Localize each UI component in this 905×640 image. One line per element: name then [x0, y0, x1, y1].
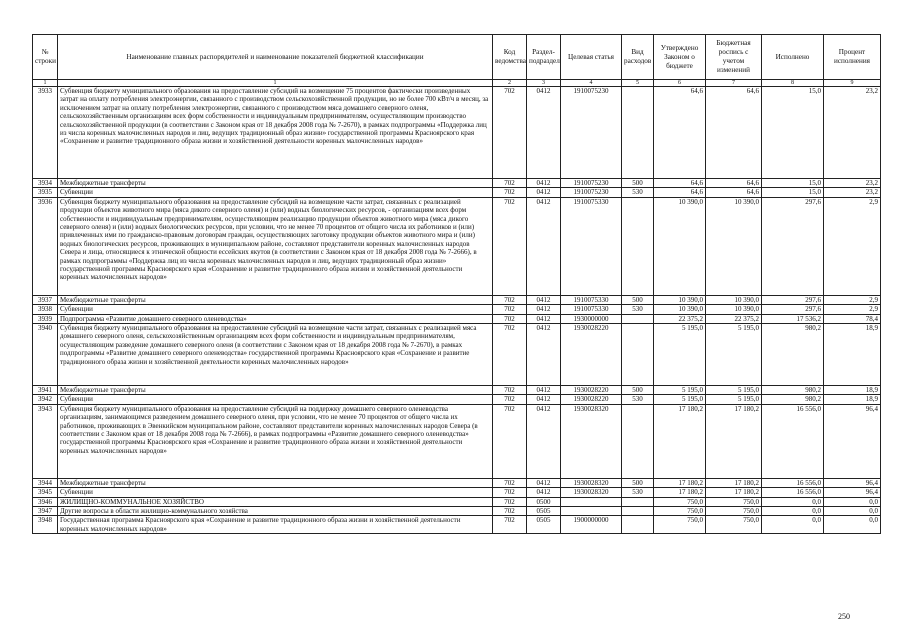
header-row-number: № строки	[33, 35, 58, 80]
row-number: 3946	[33, 497, 58, 506]
row-target: 1930028320	[561, 404, 622, 478]
row-executed: 15,0	[762, 188, 824, 197]
row-vr: 500	[622, 179, 654, 188]
row-percent: 96,4	[824, 404, 881, 478]
row-name: Субвенция бюджету муниципального образования на предоставление субсидий на возмещение части затрат, связанных с реализацией продукции объектов животного мира (мяса дикого северного оленя) и (или) водных биологических ресурсов, - организациям всех форм собственности и индивидуальным предпринимателям, осуществляющим реализацию продукции объектов животного мира (мяса дикого северного оленя) и (или) водных биологических ресурсов, при условии, что не менее 70 процентов от общего числа их работников и (или) привлеченных ими по гражданско-правовым договорам граждан, осуществляющих заготовку продукции объектов животного мира и (или) водных биологических ресурсов, проживающих в муниципальном районе, составляют представители коренных малочисленных народов Севера и лица, относящиеся к этнической общности ессейских якутов (в соответствии с Законом края от 18 декабря 2008 года № 7-2666), в рамках подпрограммы «Поддержка лиц из числа коренных малочисленных народов и лиц, ведущих традиционный образ жизни» государственной программы Красноярского края «Сохранение и развитие традиционного образа жизни и хозяйственной деятельности коренных малочисленных народов»	[58, 197, 493, 295]
row-name: Межбюджетные трансферты	[58, 295, 493, 304]
row-budget-list: 10 390,0	[706, 197, 762, 295]
column-number: 5	[622, 80, 654, 87]
row-budget-list: 22 375,2	[706, 314, 762, 323]
row-approved: 17 180,2	[654, 404, 706, 478]
row-target: 1910075330	[561, 197, 622, 295]
table-row	[33, 478, 881, 487]
column-number: 1	[58, 80, 493, 87]
row-number: 3935	[33, 188, 58, 197]
budget-table	[32, 34, 881, 534]
row-percent: 96,4	[824, 478, 881, 487]
row-approved: 750,0	[654, 497, 706, 506]
row-razdel: 0412	[527, 324, 561, 386]
row-target: 1930000000	[561, 314, 622, 323]
row-executed: 297,6	[762, 295, 824, 304]
row-target: 1910075230	[561, 188, 622, 197]
row-target: 1930028220	[561, 386, 622, 395]
row-vr: 530	[622, 395, 654, 404]
row-budget-list: 64,6	[706, 87, 762, 179]
row-budget-list: 17 180,2	[706, 478, 762, 487]
column-number: 7	[706, 80, 762, 87]
row-razdel: 0500	[527, 497, 561, 506]
page-number: 250	[838, 612, 850, 621]
row-budget-list: 10 390,0	[706, 305, 762, 314]
row-number: 3941	[33, 386, 58, 395]
row-target: 1910075330	[561, 305, 622, 314]
row-executed: 297,6	[762, 197, 824, 295]
column-number-row	[33, 80, 881, 87]
row-executed: 0,0	[762, 497, 824, 506]
row-ved: 702	[493, 404, 527, 478]
row-name: Другие вопросы в области жилищно-коммунального хозяйства	[58, 507, 493, 516]
row-razdel: 0412	[527, 386, 561, 395]
row-vr	[622, 507, 654, 516]
table-row	[33, 395, 881, 404]
row-percent: 78,4	[824, 314, 881, 323]
row-razdel: 0412	[527, 305, 561, 314]
row-name: Субвенция бюджету муниципального образования на предоставление субсидий на поддержку домашнего северного оленеводства организациям, занимающимся разведением домашнего северного оленя, при условии, что не менее 70 процентов от общего числа их работников, проживающих в Эвенкийском муниципальном районе, составляют представители коренных малочисленных народов Севера (в соответствии с Законом края от 18 декабря 2008 года № 7-2666), в рамках подпрограммы «Развитие домашнего северного оленеводства» государственной программы Красноярского края «Сохранение и развитие традиционного образа жизни и хозяйственной деятельности коренных малочисленных народов»	[58, 404, 493, 478]
row-budget-list: 64,6	[706, 179, 762, 188]
row-approved: 64,6	[654, 188, 706, 197]
row-name: Межбюджетные трансферты	[58, 386, 493, 395]
row-target: 1930028220	[561, 324, 622, 386]
row-executed: 16 556,0	[762, 488, 824, 497]
row-number: 3945	[33, 488, 58, 497]
row-approved: 5 195,0	[654, 395, 706, 404]
row-percent: 2,9	[824, 295, 881, 304]
column-number: 9	[824, 80, 881, 87]
table-row	[33, 188, 881, 197]
row-number: 3943	[33, 404, 58, 478]
row-target: 1930028320	[561, 478, 622, 487]
row-percent: 96,4	[824, 488, 881, 497]
row-budget-list: 750,0	[706, 516, 762, 534]
row-executed: 980,2	[762, 386, 824, 395]
row-number: 3934	[33, 179, 58, 188]
row-name: Субвенции	[58, 188, 493, 197]
table-row	[33, 179, 881, 188]
row-ved: 702	[493, 197, 527, 295]
row-number: 3940	[33, 324, 58, 386]
table-row	[33, 314, 881, 323]
row-approved: 750,0	[654, 516, 706, 534]
row-percent: 18,9	[824, 395, 881, 404]
row-vr: 530	[622, 305, 654, 314]
table-row	[33, 404, 881, 478]
column-number: 6	[654, 80, 706, 87]
row-budget-list: 17 180,2	[706, 404, 762, 478]
row-budget-list: 750,0	[706, 507, 762, 516]
header-vr: Вид расходов	[622, 35, 654, 80]
row-target	[561, 497, 622, 506]
header-approved: Утверждено Законом о бюджете	[654, 35, 706, 80]
row-budget-list: 5 195,0	[706, 324, 762, 386]
row-ved: 702	[493, 314, 527, 323]
row-razdel: 0505	[527, 516, 561, 534]
row-name: Государственная программа Красноярского края «Сохранение и развитие традиционного образа жизни и хозяйственной деятельности коренных малочисленных народов»	[58, 516, 493, 534]
row-ved: 702	[493, 497, 527, 506]
row-executed: 980,2	[762, 324, 824, 386]
row-ved: 702	[493, 295, 527, 304]
table-row	[33, 497, 881, 506]
row-ved: 702	[493, 188, 527, 197]
table-row	[33, 488, 881, 497]
row-target: 1930028220	[561, 395, 622, 404]
row-target	[561, 507, 622, 516]
row-razdel: 0412	[527, 197, 561, 295]
row-target: 1910075330	[561, 295, 622, 304]
row-ved: 702	[493, 87, 527, 179]
row-budget-list: 17 180,2	[706, 488, 762, 497]
row-executed: 16 556,0	[762, 404, 824, 478]
row-number: 3948	[33, 516, 58, 534]
row-approved: 5 195,0	[654, 386, 706, 395]
row-razdel: 0412	[527, 179, 561, 188]
row-razdel: 0412	[527, 395, 561, 404]
row-number: 3937	[33, 295, 58, 304]
row-ved: 702	[493, 305, 527, 314]
row-budget-list: 750,0	[706, 497, 762, 506]
row-vr	[622, 404, 654, 478]
row-approved: 64,6	[654, 87, 706, 179]
row-name: Субвенции	[58, 395, 493, 404]
row-percent: 23,2	[824, 179, 881, 188]
row-vr	[622, 516, 654, 534]
row-executed: 15,0	[762, 179, 824, 188]
row-vr	[622, 497, 654, 506]
row-ved: 702	[493, 324, 527, 386]
table-row	[33, 197, 881, 295]
header-target: Целевая статья	[561, 35, 622, 80]
row-name: Межбюджетные трансферты	[58, 478, 493, 487]
column-number: 4	[561, 80, 622, 87]
row-approved: 5 195,0	[654, 324, 706, 386]
row-executed: 0,0	[762, 507, 824, 516]
row-razdel: 0505	[527, 507, 561, 516]
row-number: 3938	[33, 305, 58, 314]
column-number: 1	[33, 80, 58, 87]
row-vr: 530	[622, 188, 654, 197]
row-ved: 702	[493, 488, 527, 497]
row-name: ЖИЛИЩНО-КОММУНАЛЬНОЕ ХОЗЯЙСТВО	[58, 497, 493, 506]
table-row	[33, 324, 881, 386]
row-approved: 64,6	[654, 179, 706, 188]
row-name: Субвенция бюджету муниципального образования на предоставление субсидий на возмещение 75 процентов фактически произведенных затрат на оплату потребления электроэнергии, связанного с производством сельскохозяйственной продукции, но не более 700 кВт/ч в месяц, за исключением затрат на оплату потребления электроэнергии, связанного с производством мяса домашнего северного оленя, сельскохозяйственным организациям всех форм собственности и индивидуальным предпринимателям, осуществляющим производство сельскохозяйственной продукции (в соответствии с Законом края от 18 декабря 2008 года № 7-2670), в рамках подпрограммы «Поддержка лиц из числа коренных малочисленных народов и лиц, ведущих традиционный образ жизни» государственной программы Красноярского края «Сохранение и развитие традиционного образа жизни и хозяйственной деятельности коренных малочисленных народов»	[58, 87, 493, 179]
row-vr	[622, 314, 654, 323]
row-percent: 23,2	[824, 188, 881, 197]
row-vr: 500	[622, 386, 654, 395]
row-percent: 23,2	[824, 87, 881, 179]
row-name: Межбюджетные трансферты	[58, 179, 493, 188]
row-number: 3933	[33, 87, 58, 179]
row-ved: 702	[493, 516, 527, 534]
header-budget-list: Бюджетная роспись с учетом изменений	[706, 35, 762, 80]
row-budget-list: 5 195,0	[706, 395, 762, 404]
table-header-row	[33, 35, 881, 80]
row-executed: 0,0	[762, 516, 824, 534]
header-percent: Процент исполнения	[824, 35, 881, 80]
row-ved: 702	[493, 507, 527, 516]
row-name: Субвенции	[58, 305, 493, 314]
row-executed: 297,6	[762, 305, 824, 314]
row-razdel: 0412	[527, 314, 561, 323]
row-vr: 530	[622, 488, 654, 497]
header-razdel: Раздел-подраздел	[527, 35, 561, 80]
row-razdel: 0412	[527, 488, 561, 497]
row-approved: 10 390,0	[654, 305, 706, 314]
table-row	[33, 305, 881, 314]
row-approved: 750,0	[654, 507, 706, 516]
row-approved: 17 180,2	[654, 488, 706, 497]
row-name: Подпрограмма «Развитие домашнего северного оленеводства»	[58, 314, 493, 323]
row-razdel: 0412	[527, 295, 561, 304]
row-vr: 500	[622, 295, 654, 304]
row-ved: 702	[493, 478, 527, 487]
row-percent: 0,0	[824, 497, 881, 506]
row-percent: 2,9	[824, 197, 881, 295]
row-executed: 15,0	[762, 87, 824, 179]
row-budget-list: 64,6	[706, 188, 762, 197]
table-row	[33, 87, 881, 179]
row-razdel: 0412	[527, 188, 561, 197]
row-vr: 500	[622, 478, 654, 487]
row-approved: 17 180,2	[654, 478, 706, 487]
row-razdel: 0412	[527, 404, 561, 478]
row-vr	[622, 87, 654, 179]
row-percent: 18,9	[824, 386, 881, 395]
header-name: Наименование главных распорядителей и наименование показателей бюджетной классификации	[58, 35, 493, 80]
row-approved: 22 375,2	[654, 314, 706, 323]
row-target: 1910075230	[561, 179, 622, 188]
row-executed: 17 536,2	[762, 314, 824, 323]
row-budget-list: 5 195,0	[706, 386, 762, 395]
row-razdel: 0412	[527, 478, 561, 487]
row-executed: 980,2	[762, 395, 824, 404]
row-number: 3947	[33, 507, 58, 516]
row-razdel: 0412	[527, 87, 561, 179]
row-target: 1900000000	[561, 516, 622, 534]
row-target: 1910075230	[561, 87, 622, 179]
row-percent: 0,0	[824, 507, 881, 516]
table-row	[33, 516, 881, 534]
row-ved: 702	[493, 386, 527, 395]
table-row	[33, 295, 881, 304]
row-approved: 10 390,0	[654, 197, 706, 295]
row-ved: 702	[493, 179, 527, 188]
column-number: 2	[493, 80, 527, 87]
row-executed: 16 556,0	[762, 478, 824, 487]
row-percent: 2,9	[824, 305, 881, 314]
row-number: 3939	[33, 314, 58, 323]
row-number: 3944	[33, 478, 58, 487]
row-percent: 18,9	[824, 324, 881, 386]
row-approved: 10 390,0	[654, 295, 706, 304]
header-executed: Исполнено	[762, 35, 824, 80]
row-percent: 0,0	[824, 516, 881, 534]
row-ved: 702	[493, 395, 527, 404]
row-vr	[622, 324, 654, 386]
row-number: 3942	[33, 395, 58, 404]
table-row	[33, 386, 881, 395]
row-name: Субвенция бюджету муниципального образования на предоставление субсидий на возмещение части затрат, связанных с реализацией мяса домашнего северного оленя, сельскохозяйственным организациям всех форм собственности и индивидуальным предпринимателям, осуществляющим разведение домашнего северного оленя (в соответствии с Законом края от 18 декабря 2008 года № 7-2670), в рамках подпрограммы «Развитие домашнего северного оленеводства» государственной программы Красноярского края «Сохранение и развитие традиционного образа жизни и хозяйственной деятельности коренных малочисленных народов»	[58, 324, 493, 386]
row-budget-list: 10 390,0	[706, 295, 762, 304]
row-number: 3936	[33, 197, 58, 295]
row-name: Субвенции	[58, 488, 493, 497]
column-number: 8	[762, 80, 824, 87]
row-vr	[622, 197, 654, 295]
table-row	[33, 507, 881, 516]
column-number: 3	[527, 80, 561, 87]
row-target: 1930028320	[561, 488, 622, 497]
header-ved: Код ведомства	[493, 35, 527, 80]
